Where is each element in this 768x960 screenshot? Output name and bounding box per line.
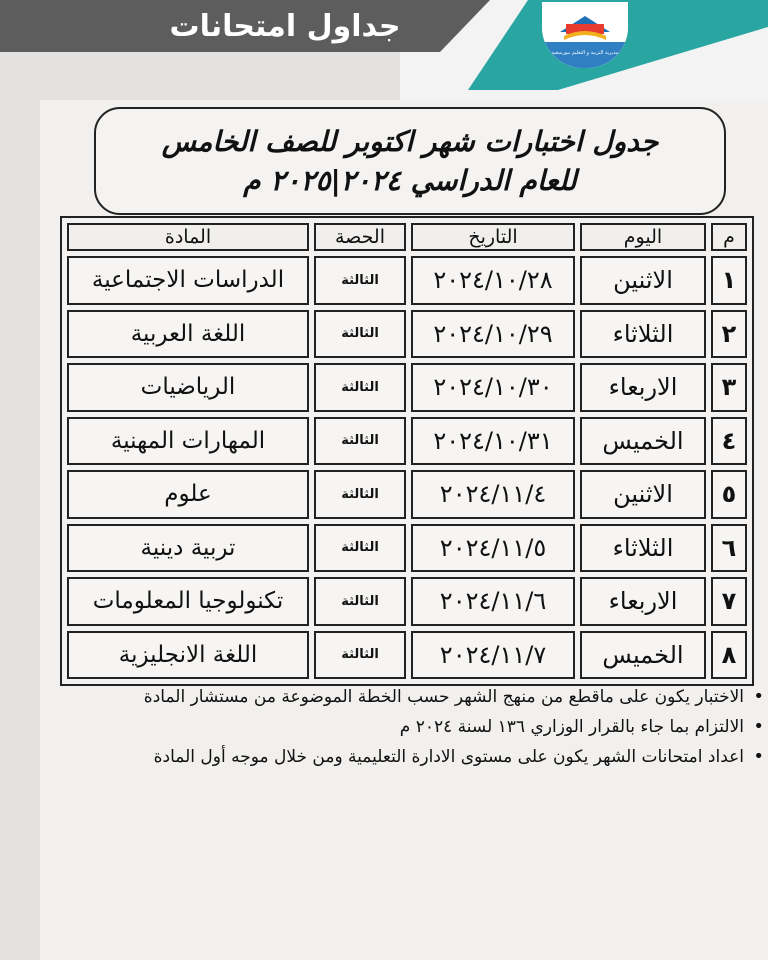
row-period: الثالثة (314, 577, 406, 626)
row-subject: اللغة الانجليزية (67, 631, 309, 680)
table-row (67, 310, 747, 359)
academic-year: للعام الدراسي ٢٠٢٤|٢٠٢٥ م (243, 164, 577, 197)
row-period: الثالثة (314, 417, 406, 466)
row-number: ١ (711, 256, 747, 305)
header-period: الحصة (314, 223, 406, 251)
table-row (67, 363, 747, 412)
row-period: الثالثة (314, 470, 406, 519)
table-row (67, 524, 747, 573)
row-date: ٢٠٢٤/١١/٤ (411, 470, 575, 519)
row-subject: المهارات المهنية (67, 417, 309, 466)
table-row (67, 470, 747, 519)
row-subject: تربية دينية (67, 524, 309, 573)
note-item: • الالتزام بما جاء بالقرار الوزاري ١٣٦ لسنة ٢٠٢٤ م (60, 714, 744, 740)
exam-schedule-table (60, 216, 754, 686)
row-day: الاربعاء (580, 577, 706, 626)
document-title: جدول اختبارات شهر اكتوبر للصف الخامس (161, 125, 659, 158)
row-number: ٤ (711, 417, 747, 466)
row-number: ٣ (711, 363, 747, 412)
row-date: ٢٠٢٤/١٠/٣٠ (411, 363, 575, 412)
row-day: الثلاثاء (580, 524, 706, 573)
document-title-box (94, 107, 726, 215)
row-number: ٦ (711, 524, 747, 573)
schedule-table (62, 218, 752, 684)
note-item: • اعداد امتحانات الشهر يكون على مستوى الادارة التعليمية ومن خلال موجه أول المادة (60, 744, 744, 770)
logo-label: مديرية التربية و التعليم ببورسعيد (551, 50, 619, 56)
row-date: ٢٠٢٤/١٠/٣١ (411, 417, 575, 466)
row-day: الاربعاء (580, 363, 706, 412)
row-date: ٢٠٢٤/١١/٦ (411, 577, 575, 626)
table-header-row (67, 223, 747, 251)
row-date: ٢٠٢٤/١٠/٢٩ (411, 310, 575, 359)
note-item: • الاختبار يكون على ماقطع من منهج الشهر حسب الخطة الموضوعة من مستشار المادة (60, 684, 744, 710)
header-date: التاريخ (411, 223, 575, 251)
row-day: الاثنين (580, 470, 706, 519)
row-subject: علوم (67, 470, 309, 519)
row-period: الثالثة (314, 524, 406, 573)
row-subject: تكنولوجيا المعلومات (67, 577, 309, 626)
row-number: ٢ (711, 310, 747, 359)
row-date: ٢٠٢٤/١٠/٢٨ (411, 256, 575, 305)
row-day: الخميس (580, 417, 706, 466)
table-row (67, 577, 747, 626)
row-period: الثالثة (314, 363, 406, 412)
row-period: الثالثة (314, 256, 406, 305)
row-day: الخميس (580, 631, 706, 680)
row-number: ٥ (711, 470, 747, 519)
row-day: الثلاثاء (580, 310, 706, 359)
table-row (67, 417, 747, 466)
row-period: الثالثة (314, 310, 406, 359)
header-day: اليوم (580, 223, 706, 251)
row-subject: اللغة العربية (67, 310, 309, 359)
row-date: ٢٠٢٤/١١/٥ (411, 524, 575, 573)
row-number: ٨ (711, 631, 747, 680)
row-subject: الرياضيات (67, 363, 309, 412)
logo-emblem-icon (542, 2, 628, 68)
header-num: م (711, 223, 747, 251)
row-subject: الدراسات الاجتماعية (67, 256, 309, 305)
notes-list (60, 684, 766, 774)
row-day: الاثنين (580, 256, 706, 305)
row-number: ٧ (711, 577, 747, 626)
row-date: ٢٠٢٤/١١/٧ (411, 631, 575, 680)
table-row (67, 256, 747, 305)
header-subject: المادة (67, 223, 309, 251)
banner-title: جداول امتحانات (169, 8, 401, 44)
table-row (67, 631, 747, 680)
row-period: الثالثة (314, 631, 406, 680)
